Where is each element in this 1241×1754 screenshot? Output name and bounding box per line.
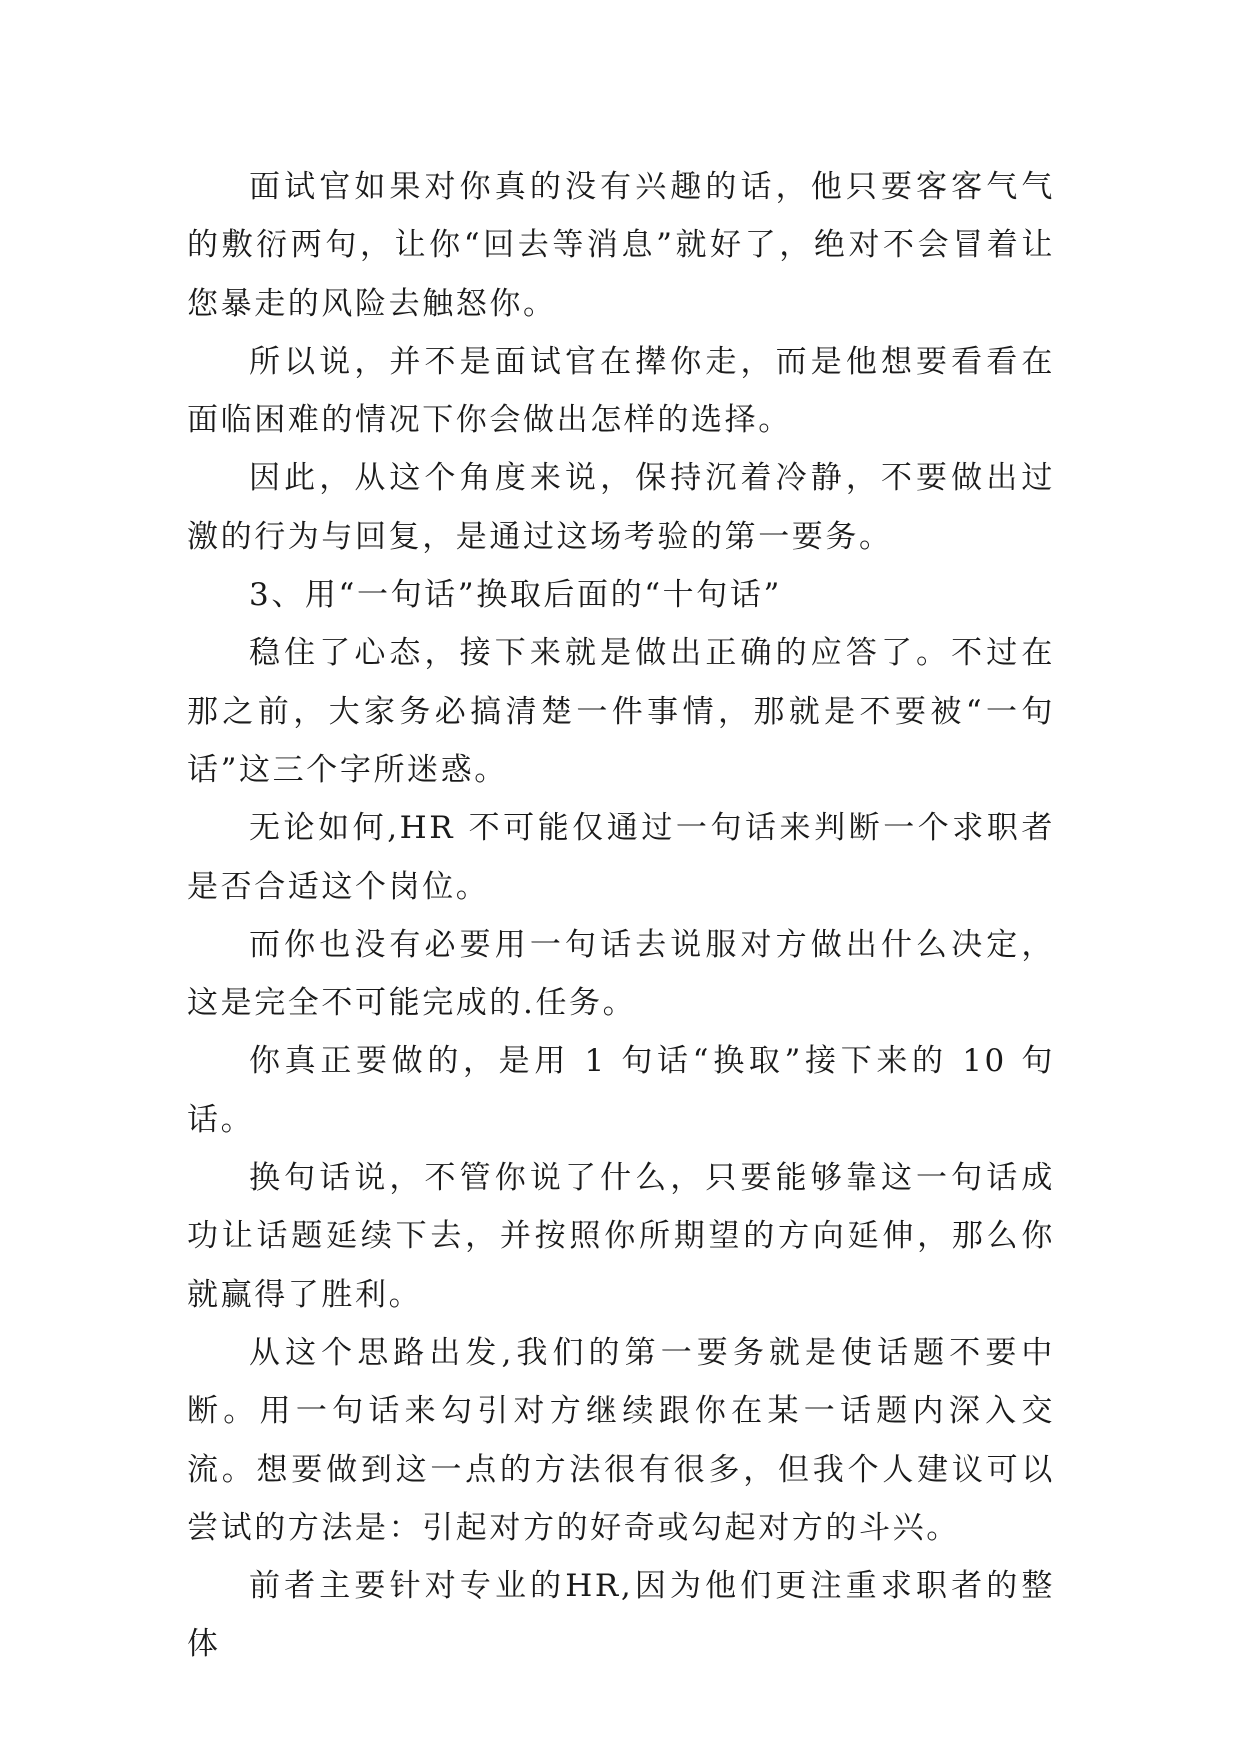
paragraph: 换句话说，不管你说了什么，只要能够靠这一句话成功让话题延续下去，并按照你所期望的方向延伸，那么你就赢得了胜利。 — [187, 1160, 1055, 1313]
paragraph: 你真正要做的，是用 1 句话“换取”接下来的 10 句话。 — [187, 1043, 1055, 1138]
paragraph: 稳住了心态，接下来就是做出正确的应答了。不过在那之前，大家务必搞清楚一件事情，那就是不要被“一句话”这三个字所迷惑。 — [187, 635, 1055, 788]
paragraph: 无论如何,HR 不可能仅通过一句话来判断一个求职者是否合适这个岗位。 — [187, 810, 1055, 905]
paragraph: 而你也没有必要用一句话去说服对方做出什么决定，这是完全不可能完成的.任务。 — [187, 926, 1055, 1022]
paragraph: 前者主要针对专业的HR,因为他们更注重求职者的整体 — [187, 1568, 1055, 1663]
paragraph: 因此，从这个角度来说，保持沉着冷静，不要做出过激的行为与回复，是通过这场考验的第一要务。 — [187, 460, 1055, 555]
paragraph: 从这个思路出发,我们的第一要务就是使话题不要中断。用一句话来勾引对方继续跟你在某一话题内深入交流。想要做到这一点的方法很有很多，但我个人建议可以尝试的方法是：引起对方的好奇或勾起对方的斗兴。 — [187, 1334, 1055, 1546]
paragraph: 面试官如果对你真的没有兴趣的话，他只要客客气气的敷衍两句，让你“回去等消息”就好了，绝对不会冒着让您暴走的风险去触怒你。 — [187, 169, 1055, 322]
document-body — [187, 158, 1055, 1674]
section-heading: 3、用“一句话”换取后面的“十句话” — [249, 577, 782, 614]
paragraph: 所以说，并不是面试官在撵你走，而是他想要看看在面临困难的情况下你会做出怎样的选择。 — [187, 343, 1055, 439]
